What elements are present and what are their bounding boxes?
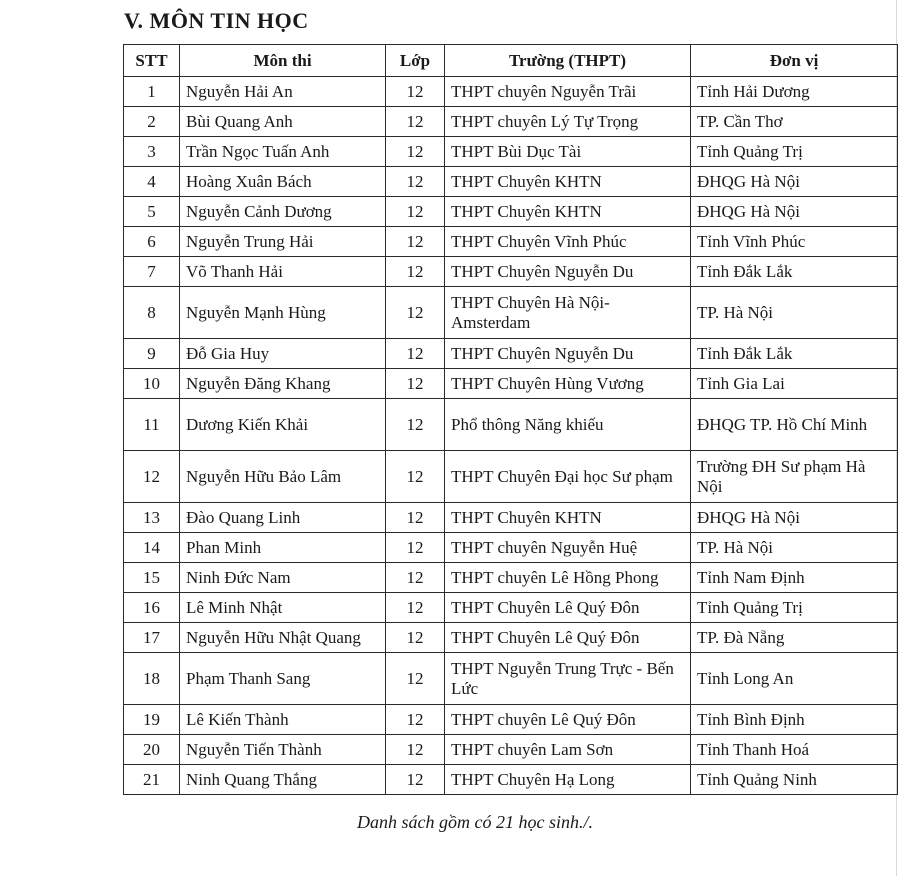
- table-header-row: [124, 45, 898, 77]
- cell-name: Lê Minh Nhật: [180, 593, 386, 623]
- cell-school: THPT Chuyên KHTN: [445, 503, 691, 533]
- cell-stt: 2: [124, 107, 180, 137]
- cell-grade: 12: [386, 77, 445, 107]
- cell-unit: ĐHQG TP. Hồ Chí Minh: [691, 399, 898, 451]
- cell-unit: Tỉnh Bình Định: [691, 705, 898, 735]
- cell-unit: Tỉnh Nam Định: [691, 563, 898, 593]
- cell-grade: 12: [386, 705, 445, 735]
- header-stt: STT: [124, 45, 180, 77]
- table-row: [124, 533, 898, 563]
- cell-school: THPT Bùi Dục Tài: [445, 137, 691, 167]
- cell-stt: 4: [124, 167, 180, 197]
- list-summary-note: Danh sách gồm có 21 học sinh./.: [357, 812, 593, 832]
- cell-grade: 12: [386, 533, 445, 563]
- cell-school: THPT Chuyên Nguyễn Du: [445, 339, 691, 369]
- section-title: V. MÔN TIN HỌC: [124, 8, 309, 33]
- cell-stt: 20: [124, 735, 180, 765]
- cell-stt: 11: [124, 399, 180, 451]
- cell-grade: 12: [386, 653, 445, 705]
- table-row: [124, 451, 898, 503]
- cell-school: THPT Chuyên Lê Quý Đôn: [445, 593, 691, 623]
- cell-school: Phổ thông Năng khiếu: [445, 399, 691, 451]
- cell-grade: 12: [386, 369, 445, 399]
- header-unit: Đơn vị: [691, 45, 898, 77]
- cell-name: Trần Ngọc Tuấn Anh: [180, 137, 386, 167]
- cell-grade: 12: [386, 563, 445, 593]
- cell-stt: 16: [124, 593, 180, 623]
- table-row: [124, 77, 898, 107]
- cell-unit: ĐHQG Hà Nội: [691, 503, 898, 533]
- cell-name: Đỗ Gia Huy: [180, 339, 386, 369]
- cell-stt: 5: [124, 197, 180, 227]
- cell-name: Bùi Quang Anh: [180, 107, 386, 137]
- student-list-table: [123, 44, 898, 795]
- table-row: [124, 593, 898, 623]
- cell-grade: 12: [386, 137, 445, 167]
- table-row: [124, 197, 898, 227]
- cell-school: THPT Chuyên Nguyễn Du: [445, 257, 691, 287]
- cell-unit: Tỉnh Vĩnh Phúc: [691, 227, 898, 257]
- cell-stt: 18: [124, 653, 180, 705]
- cell-name: Nguyễn Mạnh Hùng: [180, 287, 386, 339]
- cell-school: THPT Chuyên Hà Nội-Amsterdam: [445, 287, 691, 339]
- table-row: [124, 653, 898, 705]
- cell-unit: Tỉnh Đắk Lắk: [691, 257, 898, 287]
- header-grade: Lớp: [386, 45, 445, 77]
- cell-grade: 12: [386, 257, 445, 287]
- table-row: [124, 563, 898, 593]
- cell-unit: TP. Đà Nẵng: [691, 623, 898, 653]
- table-row: [124, 287, 898, 339]
- cell-name: Hoàng Xuân Bách: [180, 167, 386, 197]
- table-row: [124, 167, 898, 197]
- cell-stt: 7: [124, 257, 180, 287]
- cell-school: THPT chuyên Nguyễn Trãi: [445, 77, 691, 107]
- cell-unit: TP. Cần Thơ: [691, 107, 898, 137]
- cell-grade: 12: [386, 339, 445, 369]
- cell-stt: 1: [124, 77, 180, 107]
- cell-name: Nguyễn Đăng Khang: [180, 369, 386, 399]
- cell-name: Nguyễn Hải An: [180, 77, 386, 107]
- table-row: [124, 137, 898, 167]
- cell-stt: 12: [124, 451, 180, 503]
- cell-name: Nguyễn Hữu Bảo Lâm: [180, 451, 386, 503]
- cell-stt: 3: [124, 137, 180, 167]
- cell-unit: Tỉnh Đắk Lắk: [691, 339, 898, 369]
- cell-school: THPT Chuyên Lê Quý Đôn: [445, 623, 691, 653]
- table-row: [124, 339, 898, 369]
- cell-grade: 12: [386, 167, 445, 197]
- cell-school: THPT chuyên Lê Quý Đôn: [445, 705, 691, 735]
- cell-grade: 12: [386, 735, 445, 765]
- cell-school: THPT Chuyên KHTN: [445, 167, 691, 197]
- cell-grade: 12: [386, 593, 445, 623]
- cell-unit: Tỉnh Quảng Ninh: [691, 765, 898, 795]
- cell-name: Dương Kiến Khải: [180, 399, 386, 451]
- cell-name: Võ Thanh Hải: [180, 257, 386, 287]
- table-row: [124, 369, 898, 399]
- header-name: Môn thi: [180, 45, 386, 77]
- cell-name: Phạm Thanh Sang: [180, 653, 386, 705]
- cell-grade: 12: [386, 287, 445, 339]
- cell-school: THPT Chuyên KHTN: [445, 197, 691, 227]
- cell-unit: ĐHQG Hà Nội: [691, 167, 898, 197]
- cell-name: Phan Minh: [180, 533, 386, 563]
- cell-school: THPT Nguyễn Trung Trực - Bến Lức: [445, 653, 691, 705]
- table-row: [124, 257, 898, 287]
- table-row: [124, 765, 898, 795]
- cell-stt: 10: [124, 369, 180, 399]
- cell-unit: Tỉnh Hải Dương: [691, 77, 898, 107]
- cell-school: THPT Chuyên Đại học Sư phạm: [445, 451, 691, 503]
- cell-unit: Tỉnh Long An: [691, 653, 898, 705]
- cell-school: THPT chuyên Nguyễn Huệ: [445, 533, 691, 563]
- cell-stt: 6: [124, 227, 180, 257]
- cell-grade: 12: [386, 399, 445, 451]
- cell-unit: Trường ĐH Sư phạm Hà Nội: [691, 451, 898, 503]
- cell-unit: TP. Hà Nội: [691, 533, 898, 563]
- cell-unit: Tỉnh Quảng Trị: [691, 137, 898, 167]
- cell-name: Nguyễn Tiến Thành: [180, 735, 386, 765]
- table-row: [124, 399, 898, 451]
- table-row: [124, 503, 898, 533]
- cell-grade: 12: [386, 197, 445, 227]
- cell-school: THPT chuyên Lý Tự Trọng: [445, 107, 691, 137]
- cell-school: THPT Chuyên Hùng Vương: [445, 369, 691, 399]
- cell-school: THPT chuyên Lê Hồng Phong: [445, 563, 691, 593]
- cell-unit: Tỉnh Gia Lai: [691, 369, 898, 399]
- header-school: Trường (THPT): [445, 45, 691, 77]
- cell-unit: TP. Hà Nội: [691, 287, 898, 339]
- cell-name: Nguyễn Cảnh Dương: [180, 197, 386, 227]
- table-row: [124, 705, 898, 735]
- cell-grade: 12: [386, 503, 445, 533]
- table-row: [124, 735, 898, 765]
- cell-grade: 12: [386, 765, 445, 795]
- cell-stt: 17: [124, 623, 180, 653]
- cell-school: THPT chuyên Lam Sơn: [445, 735, 691, 765]
- cell-grade: 12: [386, 227, 445, 257]
- cell-grade: 12: [386, 623, 445, 653]
- cell-stt: 21: [124, 765, 180, 795]
- cell-stt: 15: [124, 563, 180, 593]
- cell-unit: Tỉnh Quảng Trị: [691, 593, 898, 623]
- cell-unit: Tỉnh Thanh Hoá: [691, 735, 898, 765]
- cell-name: Lê Kiến Thành: [180, 705, 386, 735]
- cell-stt: 19: [124, 705, 180, 735]
- cell-name: Ninh Đức Nam: [180, 563, 386, 593]
- table-row: [124, 107, 898, 137]
- cell-name: Nguyễn Trung Hải: [180, 227, 386, 257]
- cell-stt: 14: [124, 533, 180, 563]
- cell-name: Nguyễn Hữu Nhật Quang: [180, 623, 386, 653]
- cell-stt: 9: [124, 339, 180, 369]
- cell-school: THPT Chuyên Hạ Long: [445, 765, 691, 795]
- cell-name: Đào Quang Linh: [180, 503, 386, 533]
- cell-grade: 12: [386, 451, 445, 503]
- table-row: [124, 227, 898, 257]
- cell-name: Ninh Quang Thắng: [180, 765, 386, 795]
- cell-stt: 8: [124, 287, 180, 339]
- cell-stt: 13: [124, 503, 180, 533]
- cell-school: THPT Chuyên Vĩnh Phúc: [445, 227, 691, 257]
- cell-grade: 12: [386, 107, 445, 137]
- cell-unit: ĐHQG Hà Nội: [691, 197, 898, 227]
- table-row: [124, 623, 898, 653]
